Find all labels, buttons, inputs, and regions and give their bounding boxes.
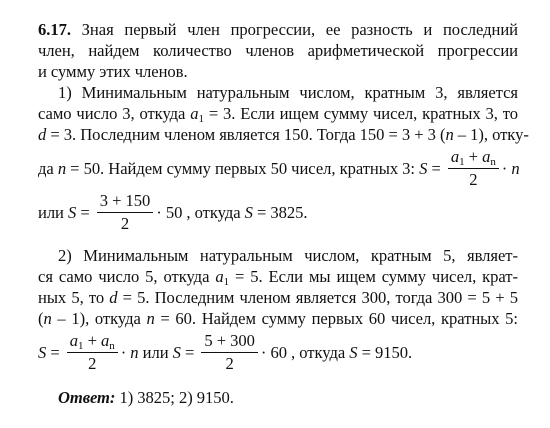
- fraction-denominator: 2: [120, 213, 130, 233]
- subscript: 1: [223, 276, 230, 288]
- var-n: n: [445, 125, 454, 144]
- equals: =: [427, 159, 445, 178]
- var-n: n: [130, 343, 139, 362]
- var-S: S: [419, 159, 428, 178]
- part1-result: = 3825.: [252, 203, 308, 222]
- var-n: n: [511, 159, 520, 178]
- part2-line-3: [38, 288, 518, 308]
- part2-text: ных 5, то: [38, 288, 110, 307]
- sum-value-fraction: [97, 192, 154, 233]
- part2-line-4: [38, 309, 518, 329]
- problem-line-1: [38, 20, 518, 40]
- var-a: a: [100, 330, 110, 350]
- part2-line-1: 2) Минимальным натуральным числом, кратным 5, являет-: [58, 246, 518, 265]
- part1-line-2: [38, 104, 518, 124]
- plus: +: [83, 330, 101, 350]
- sum-formula-fraction: [448, 148, 499, 189]
- fraction-denominator: 2: [88, 353, 97, 373]
- part1-text: само число 3, откуда: [38, 104, 191, 123]
- subscript: 1: [459, 155, 465, 168]
- plus: +: [464, 146, 483, 166]
- problem-number: 6.17.: [38, 20, 71, 39]
- part1-text: – 1), отку-: [453, 125, 529, 144]
- sum-value-fraction: [201, 332, 258, 373]
- subscript-n: n: [109, 339, 115, 352]
- part1-text: да: [38, 159, 58, 178]
- part2-text: ся само число 5, откуда: [38, 267, 216, 286]
- mult-dot: ·: [501, 159, 508, 178]
- var-a: a: [215, 267, 224, 286]
- fraction-numerator: [67, 332, 118, 353]
- fraction-numerator: [448, 148, 499, 169]
- mult-dot: ·: [120, 343, 127, 362]
- part2-text: = 5. Если мы ищем сумму чисел, крат-: [229, 267, 518, 286]
- equals: =: [76, 203, 94, 222]
- answer-line: [58, 388, 518, 408]
- var-S: S: [349, 343, 358, 362]
- part2-text: = 5. Последним членом является 300, тогда 300 = 5 + 5: [117, 288, 518, 307]
- part1-text: = 3. Если ищем сумму чисел, кратных 3, то: [203, 104, 518, 123]
- var-a: a: [482, 146, 491, 166]
- part2-text: · 60 , откуда: [260, 343, 350, 362]
- part2-text: = 60. Найдем сумму первых 60 чисел, кратных 5:: [154, 309, 518, 328]
- part1-text: · 50 , откуда: [156, 203, 245, 222]
- var-n: n: [146, 309, 155, 328]
- problem-line-3: и сумму этих членов.: [38, 62, 188, 81]
- part1-line-1: 1) Минимальным натуральным числом, кратным 3, является: [58, 83, 518, 102]
- part2-result: = 9150.: [357, 343, 413, 362]
- part1-line-3: [38, 125, 529, 145]
- fraction-numerator: 3 + 150: [97, 192, 154, 213]
- part1-text: или: [38, 203, 68, 222]
- var-S: S: [68, 203, 77, 222]
- var-a: a: [190, 104, 199, 123]
- fraction-denominator: 2: [225, 353, 234, 373]
- subscript-n: n: [490, 155, 496, 168]
- var-S: S: [172, 343, 181, 362]
- var-n: n: [57, 159, 67, 178]
- subscript: 1: [198, 113, 204, 125]
- part2-text: (: [38, 309, 44, 328]
- subscript: 1: [78, 339, 84, 352]
- equals: =: [180, 343, 199, 362]
- problem-text-1: Зная первый член прогрессии, ее разность и последний: [81, 20, 518, 39]
- var-a: a: [450, 146, 460, 166]
- part2-line-5: [38, 330, 518, 376]
- equals: =: [46, 343, 64, 362]
- fraction-numerator: 5 + 300: [201, 332, 258, 353]
- problem-line-2: член, найдем количество членов арифметической прогрессии: [38, 41, 518, 60]
- part2-line-2: [38, 267, 518, 287]
- var-a: a: [69, 330, 79, 350]
- answer-text: 1) 3825; 2) 9150.: [115, 388, 234, 407]
- var-S: S: [244, 203, 253, 222]
- sum-formula-fraction: [67, 332, 118, 373]
- fraction-denominator: 2: [469, 169, 478, 189]
- part1-line-5: [38, 190, 518, 236]
- part2-text: или: [138, 343, 173, 362]
- var-n: n: [43, 309, 52, 328]
- part1-line-4: [38, 146, 518, 192]
- var-d: d: [38, 125, 47, 144]
- part2-text: – 1), откуда: [51, 309, 147, 328]
- part1-text: = 3. Последним членом является 150. Тогда 150 = 3 + 3 (: [46, 125, 446, 144]
- var-d: d: [109, 288, 118, 307]
- answer-label: Ответ:: [58, 388, 116, 407]
- var-S: S: [38, 343, 47, 362]
- part1-text: = 50. Найдем сумму первых 50 чисел, кратных 3:: [66, 159, 415, 178]
